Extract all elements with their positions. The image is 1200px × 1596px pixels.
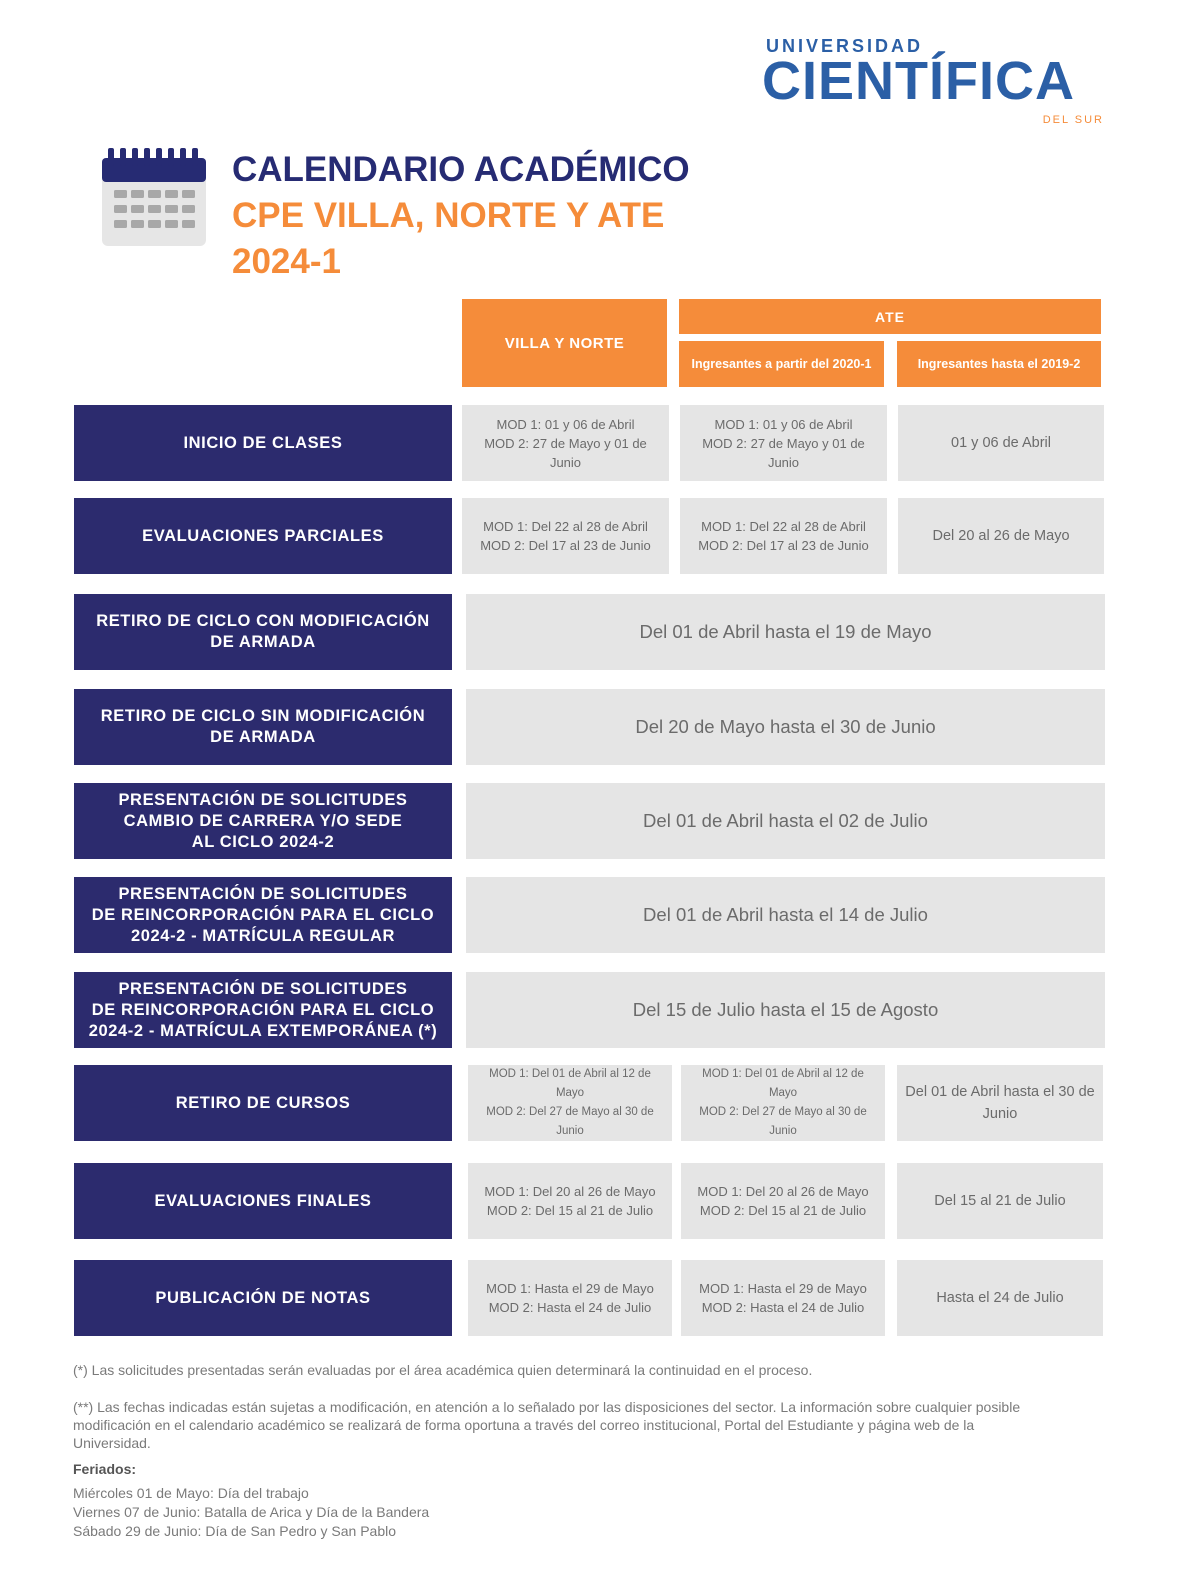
cell-ate2-evaluaciones-finales: Del 15 al 21 de Julio [897, 1163, 1103, 1239]
note-1: (*) Las solicitudes presentadas serán evaluadas por el área académica quien determinará la continuidad en el proceso. [73, 1362, 813, 1378]
cell-ate1-evaluaciones-finales: MOD 1: Del 20 al 26 de Mayo MOD 2: Del 15 al 21 de Julio [681, 1163, 885, 1239]
row-label-retiro-cursos: RETIRO DE CURSOS [74, 1065, 452, 1141]
university-logo [760, 34, 1110, 129]
page-title: CALENDARIO ACADÉMICO [232, 150, 690, 189]
header-ate-2019: Ingresantes hasta el 2019-2 [897, 341, 1101, 387]
cell-ate1-evaluaciones-parciales: MOD 1: Del 22 al 28 de Abril MOD 2: Del 17 al 23 de Junio [680, 498, 887, 574]
row-label-retiro-con-modificacion: RETIRO DE CICLO CON MODIFICACIÓN DE ARMADA [74, 594, 452, 670]
logo-line-1: UNIVERSIDAD [766, 36, 924, 56]
cell-reincorporacion-extemporanea: Del 15 de Julio hasta el 15 de Agosto [466, 972, 1105, 1048]
cell-villa-evaluaciones-finales: MOD 1: Del 20 al 26 de Mayo MOD 2: Del 15 al 21 de Julio [468, 1163, 672, 1239]
row-label-evaluaciones-parciales: EVALUACIONES PARCIALES [74, 498, 452, 574]
logo-line-2: CIENTÍFICA [762, 51, 1075, 111]
row-label-evaluaciones-finales: EVALUACIONES FINALES [74, 1163, 452, 1239]
row-label-retiro-sin-modificacion: RETIRO DE CICLO SIN MODIFICACIÓN DE ARMADA [74, 689, 452, 765]
header-ate-2020: Ingresantes a partir del 2020-1 [679, 341, 884, 387]
row-label-inicio-clases: INICIO DE CLASES [74, 405, 452, 481]
feriado-item: Miércoles 01 de Mayo: Día del trabajo [73, 1485, 309, 1501]
cell-cambio-carrera: Del 01 de Abril hasta el 02 de Julio [466, 783, 1105, 859]
header-villa-norte: VILLA Y NORTE [462, 299, 667, 387]
cell-ate2-publicacion-notas: Hasta el 24 de Julio [897, 1260, 1103, 1336]
cell-reincorporacion-regular: Del 01 de Abril hasta el 14 de Julio [466, 877, 1105, 953]
feriado-item: Viernes 07 de Junio: Batalla de Arica y Día de la Bandera [73, 1504, 430, 1520]
page-period: 2024-1 [232, 242, 341, 281]
cell-ate2-evaluaciones-parciales: Del 20 al 26 de Mayo [898, 498, 1104, 574]
row-label-cambio-carrera: PRESENTACIÓN DE SOLICITUDES CAMBIO DE CARRERA Y/O SEDE AL CICLO 2024-2 [74, 783, 452, 859]
row-label-reincorporacion-regular: PRESENTACIÓN DE SOLICITUDES DE REINCORPORACIÓN PARA EL CICLO 2024-2 - MATRÍCULA REGULAR [74, 877, 452, 953]
cell-villa-inicio-clases: MOD 1: 01 y 06 de Abril MOD 2: 27 de Mayo y 01 de Junio [462, 405, 669, 481]
page-subtitle: CPE VILLA, NORTE Y ATE [232, 196, 665, 235]
feriado-item: Sábado 29 de Junio: Día de San Pedro y San Pablo [73, 1523, 397, 1539]
cell-retiro-con-modificacion: Del 01 de Abril hasta el 19 de Mayo [466, 594, 1105, 670]
note-2: (**) Las fechas indicadas están sujetas a modificación, en atención a lo señalado por las disposiciones del sector. La información sobre cualquier posible modificación en el calendario académico se realizará de forma oportuna a través del correo institucional, Portal del Estudiante y página web de la Universidad. [73, 1399, 1021, 1451]
cell-villa-retiro-cursos: MOD 1: Del 01 de Abril al 12 de Mayo MOD 2: Del 27 de Mayo al 30 de Junio [468, 1065, 672, 1141]
feriados-title: Feriados: [73, 1461, 137, 1477]
header-ate: ATE [679, 299, 1101, 334]
logo-line-3: DEL SUR [1042, 114, 1104, 126]
cell-ate1-publicacion-notas: MOD 1: Hasta el 29 de Mayo MOD 2: Hasta el 24 de Julio [681, 1260, 885, 1336]
cell-villa-evaluaciones-parciales: MOD 1: Del 22 al 28 de Abril MOD 2: Del 17 al 23 de Junio [462, 498, 669, 574]
row-label-publicacion-notas: PUBLICACIÓN DE NOTAS [74, 1260, 452, 1336]
cell-ate1-retiro-cursos: MOD 1: Del 01 de Abril al 12 de Mayo MOD 2: Del 27 de Mayo al 30 de Junio [681, 1065, 885, 1141]
calendar-icon [102, 148, 206, 246]
cell-ate2-retiro-cursos: Del 01 de Abril hasta el 30 de Junio [897, 1065, 1103, 1141]
row-label-reincorporacion-extemporanea: PRESENTACIÓN DE SOLICITUDES DE REINCORPORACIÓN PARA EL CICLO 2024-2 - MATRÍCULA EXTEMPORÁNEA (*) [74, 972, 452, 1048]
cell-villa-publicacion-notas: MOD 1: Hasta el 29 de Mayo MOD 2: Hasta el 24 de Julio [468, 1260, 672, 1336]
cell-ate1-inicio-clases: MOD 1: 01 y 06 de Abril MOD 2: 27 de Mayo y 01 de Junio [680, 405, 887, 481]
cell-ate2-inicio-clases: 01 y 06 de Abril [898, 405, 1104, 481]
cell-retiro-sin-modificacion: Del 20 de Mayo hasta el 30 de Junio [466, 689, 1105, 765]
